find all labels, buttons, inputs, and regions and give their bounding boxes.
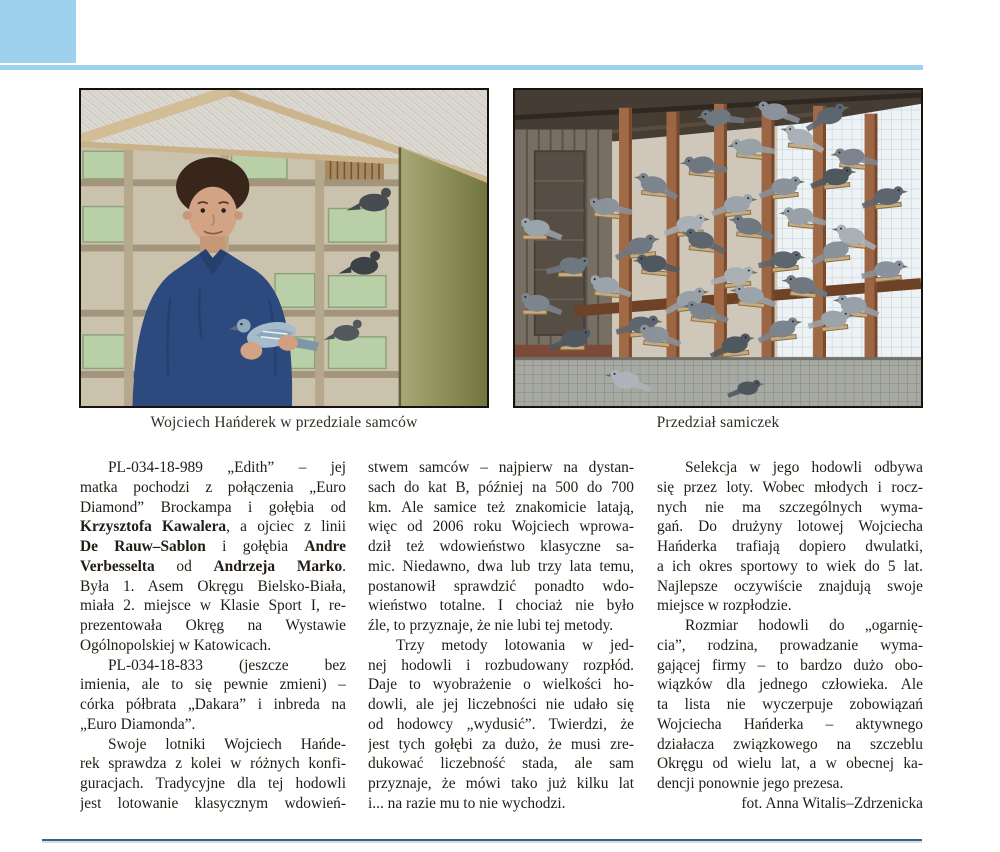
bottom-rule — [42, 839, 922, 841]
text-line: guracjach. Tradycyjne dla tej hodowli — [80, 775, 346, 792]
text-line: dencji ponownie jego prezesa. — [657, 775, 844, 792]
text-line: Wojciecha Hańderka – aktywnego — [657, 715, 923, 733]
text-line: przyznaje, że mówi tako już kilku lat — [368, 775, 634, 792]
text-line: Selekcja w jego hodowli odbywa — [685, 459, 923, 476]
article-column-2 — [368, 458, 634, 818]
text-line: gań. Do drużyny lotowej Wojciecha — [657, 518, 923, 536]
text-line: nej hodowli i rozbudowany rozpłód. — [368, 656, 634, 674]
aviary-pigeons-illustration — [515, 90, 921, 406]
text-line: matka pochodzi z połączenia „Euro — [80, 478, 346, 496]
text-line: rek sprawdza z kolei w różnych konfi- — [80, 755, 346, 773]
text-line: Była 1. Asem Okręgu Bielsko-Biała, — [80, 577, 346, 595]
text-line: gającej firmy – to bardzo dużo obo- — [657, 656, 923, 674]
text-line: PL-034-18-989 „Edith” – jej — [108, 459, 346, 476]
text-line: imienia, ale to się pewnie zmieni) – — [80, 676, 346, 694]
text-line: Hańderka trafiają dopiero dwulatki, — [657, 538, 923, 555]
photo-credit-line: fot. Anna Witalis–Zdrzenicka — [741, 794, 923, 812]
top-rule — [0, 65, 923, 70]
text-line: nych nie ma szczególnych wyma- — [657, 498, 923, 516]
article-column-1 — [80, 458, 346, 818]
text-line: wieństwo totalne. I chociaż nie było — [368, 597, 634, 615]
photo-caption-right: Przedział samiczek — [656, 414, 780, 431]
text-line: PL-034-18-833 (jeszcze bez — [108, 656, 346, 674]
loft-man-illustration — [81, 90, 487, 406]
photo-caption-left: Wojciech Hańderek w przedziale samców — [150, 414, 418, 431]
text-line: i... na razie mu to nie wychodzi. — [368, 794, 566, 812]
text-line: jest tych gołębi za dużo, że musi zre- — [368, 735, 634, 753]
text-line: wiązków dla jednego człowieka. Ale — [657, 676, 923, 694]
text-line: Swoje lotniki Wojciech Hańde- — [108, 735, 346, 753]
text-line: Trzy metody lotowania w jed- — [396, 636, 634, 654]
text-line: dowli, ale jej liczebności nie udało się — [368, 696, 634, 713]
corner-accent-block — [0, 0, 76, 63]
text-line: więc od 2006 roku Wojciech wprowa- — [368, 518, 634, 536]
text-line: miała 2. miejsce w Klasie Sport I, re- — [80, 597, 346, 615]
text-line: źle, to przyznaje, że nie lubi tej metody. — [368, 617, 614, 634]
text-line: Verbesselta od Andrzeja Marko. — [80, 557, 346, 575]
text-line: dził też wdowieństwo klasyczne sa- — [368, 538, 634, 555]
text-line: a ich okres sportowy to wiek do 5 lat. — [657, 557, 923, 575]
text-line: sach do kat B, później na 500 do 700 — [368, 478, 634, 496]
photo-male-compartment — [79, 88, 489, 408]
text-line: Rozmiar hodowli do „ogarnię- — [685, 617, 923, 634]
text-line: się przez loty. Wobec młodych i rocz- — [657, 478, 923, 496]
text-line: Diamond” Brockampa i gołębia od — [80, 498, 346, 516]
text-line: stwem samców – najpierw na dystan- — [368, 459, 634, 476]
text-line: córka półbrata „Dakara” i inbreda na — [80, 696, 346, 713]
text-line: miejsce w rozpłodzie. — [657, 597, 792, 615]
text-line: mic. Niedawno, dwa lub trzy lata temu, — [368, 557, 634, 575]
text-line: prezentowała Okręg na Wystawie — [80, 617, 346, 634]
text-line: cia”, rodzina, prowadzanie wyma- — [657, 636, 923, 654]
text-line: Okręgu od wielu lat, a w obecnej ka- — [657, 755, 923, 773]
text-line: ta lista nie wyczerpuje zobowiązań — [657, 696, 923, 713]
text-line: jest lotowanie klasycznym wdowień- — [80, 794, 346, 812]
text-line: Krzysztofa Kawalera, a ojciec z linii — [80, 518, 346, 536]
text-line: Ogólnopolskiej w Katowicach. — [80, 636, 272, 654]
text-line: od hodowcy „wydusić”. Twierdzi, że — [368, 715, 634, 733]
article-column-3 — [657, 458, 923, 818]
photo-female-compartment — [513, 88, 923, 408]
text-line: Najlepsze oczywiście znajdują swoje — [657, 577, 923, 595]
text-line: dukować liczebność stada, ale sam — [368, 755, 634, 773]
text-line: działacza związkowego na szczeblu — [657, 735, 923, 753]
text-line: km. Ale samice też znakomicie latają, — [368, 498, 634, 516]
text-line: De Rauw–Sablon i gołębia Andre — [80, 538, 346, 555]
text-line: postanowił sprawdzić ponadto wdo- — [368, 577, 634, 595]
text-line: Daje to wyobrażenie o wielkości ho- — [368, 676, 634, 694]
text-line: „Euro Diamonda”. — [80, 715, 196, 733]
